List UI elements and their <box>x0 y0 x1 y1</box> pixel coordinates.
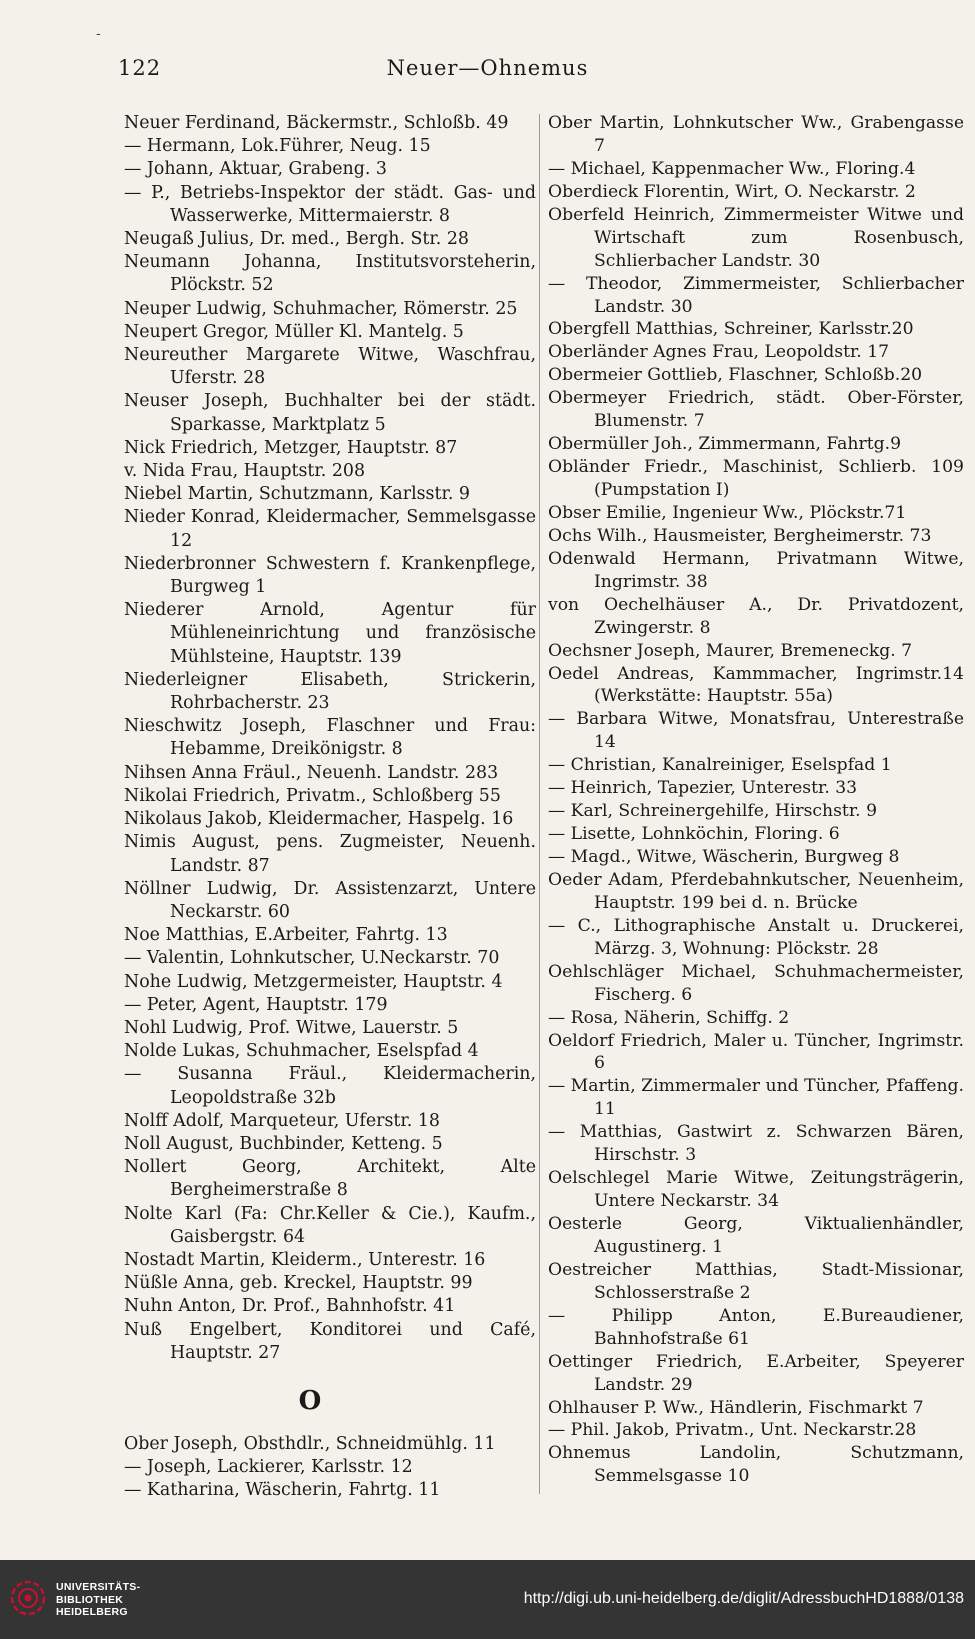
directory-entry: Neugaß Julius, Dr. med., Bergh. Str. 28 <box>124 229 469 250</box>
directory-entry: — Peter, Agent, Hauptstr. 179 <box>124 994 388 1015</box>
directory-entry: Niebel Martin, Schutzmann, Karlsstr. 9 <box>124 484 470 505</box>
directory-entry: — P., Betriebs-Inspektor der städt. Gas- und Wasserwerke, Mittermaierstr. 8 <box>124 182 536 226</box>
directory-entry: Ober Joseph, Obsthdlr., Schneidmühlg. 11 <box>124 1433 496 1454</box>
directory-entry: Nieder Konrad, Kleidermacher, Semmelsgasse 12 <box>124 507 536 551</box>
directory-entry: Nüßle Anna, geb. Kreckel, Hauptstr. 99 <box>124 1273 473 1294</box>
directory-entry: Oedel Andreas, Kammmacher, Ingrimstr.14 (Werkstätte: Hauptstr. 55a) <box>548 663 964 707</box>
directory-entry: — C., Lithographische Anstalt u. Druckerei, Märzg. 3, Wohnung: Plöckstr. 28 <box>548 915 964 959</box>
page-number: 122 <box>118 56 162 80</box>
directory-entry: Noe Matthias, E.Arbeiter, Fahrtg. 13 <box>124 925 448 946</box>
directory-entry: Ober Martin, Lohnkutscher Ww., Grabengasse 7 <box>548 113 964 156</box>
directory-entry: Nikolaus Jakob, Kleidermacher, Haspelg. 16 <box>124 809 514 830</box>
directory-entry: Neureuther Margarete Witwe, Waschfrau, Uferstr. 28 <box>124 345 536 389</box>
directory-entry: — Heinrich, Tapezier, Unterestr. 33 <box>548 778 858 799</box>
directory-entry: Nollert Georg, Architekt, Alte Bergheimerstraße 8 <box>124 1157 536 1201</box>
directory-entry: Nostadt Martin, Kleiderm., Unterestr. 16 <box>124 1249 486 1270</box>
directory-entry: — Martin, Zimmermaler und Tüncher, Pfaffeng. 11 <box>548 1076 964 1120</box>
directory-entry: — Theodor, Zimmermeister, Schlierbacher Landstr. 30 <box>548 273 964 317</box>
directory-entry: Nuhn Anton, Dr. Prof., Bahnhofstr. 41 <box>124 1296 456 1317</box>
directory-entry: Neupert Gregor, Müller Kl. Mantelg. 5 <box>124 321 464 342</box>
directory-entry: Nohe Ludwig, Metzgermeister, Hauptstr. 4 <box>124 971 503 992</box>
library-name <box>56 1581 140 1619</box>
directory-entry: Oesterle Georg, Viktualienhändler, Augustinerg. 1 <box>548 1214 964 1257</box>
directory-entry: Neuper Ludwig, Schuhmacher, Römerstr. 25 <box>124 298 518 319</box>
directory-entry: Nihsen Anna Fräul., Neuenh. Landstr. 283 <box>124 762 499 783</box>
university-seal-icon <box>10 1580 46 1616</box>
directory-entry: Noll August, Buchbinder, Ketteng. 5 <box>124 1133 443 1154</box>
directory-entry: Oberländer Agnes Frau, Leopoldstr. 17 <box>548 342 890 363</box>
directory-entry: Obermeyer Friedrich, städt. Ober-Förster, Blumenstr. 7 <box>548 388 964 432</box>
directory-entry: Ochs Wilh., Hausmeister, Bergheimerstr. 73 <box>548 525 932 546</box>
directory-entry: — Matthias, Gastwirt z. Schwarzen Bären, Hirschstr. 3 <box>548 1122 964 1166</box>
directory-entry: Nimis August, pens. Zugmeister, Neuenh. Landstr. 87 <box>124 832 536 876</box>
directory-entry: — Phil. Jakob, Privatm., Unt. Neckarstr.28 <box>548 1420 917 1441</box>
directory-entry: — Susanna Fräul., Kleidermacherin, Leopoldstraße 32b <box>124 1064 536 1108</box>
directory-entry: — Johann, Aktuar, Grabeng. 3 <box>124 159 387 180</box>
corner-mark: - <box>96 26 101 42</box>
directory-entry: Neuer Ferdinand, Bäckermstr., Schloßb. 49 <box>124 113 509 133</box>
directory-entry: Niederleigner Elisabeth, Strickerin, Rohrbacherstr. 23 <box>124 669 536 714</box>
directory-entry: Nolte Karl (Fa: Chr.Keller & Cie.), Kaufm., Gaisbergstr. 64 <box>124 1203 536 1247</box>
directory-entry: Oestreicher Matthias, Stadt-Missionar, Schlosserstraße 2 <box>548 1259 964 1303</box>
directory-entry: Oechsner Joseph, Maurer, Bremeneckg. 7 <box>548 640 913 661</box>
directory-entry: Oeldorf Friedrich, Maler u. Tüncher, Ingrimstr. 6 <box>548 1030 964 1074</box>
directory-entry: Nolde Lukas, Schuhmacher, Eselspfad 4 <box>124 1041 479 1062</box>
directory-entry: Oberdieck Florentin, Wirt, O. Neckarstr. 2 <box>548 181 916 202</box>
directory-entry: — Philipp Anton, E.Bureaudiener, Bahnhofstraße 61 <box>548 1305 964 1349</box>
directory-entry: — Katharina, Wäscherin, Fahrtg. 11 <box>124 1480 441 1501</box>
directory-entry: Nikolai Friedrich, Privatm., Schloßberg 55 <box>124 785 501 806</box>
directory-entry: Nuß Engelbert, Konditorei und Café, Hauptstr. 27 <box>124 1319 536 1363</box>
directory-entry: von Oechelhäuser A., Dr. Privatdozent, Zwingerstr. 8 <box>548 594 964 638</box>
directory-entry: v. Nida Frau, Hauptstr. 208 <box>124 461 366 482</box>
directory-entry: Ohnemus Landolin, Schutzmann, Semmelsgasse 10 <box>548 1443 964 1487</box>
directory-entry: — Magd., Witwe, Wäscherin, Burgweg 8 <box>548 847 900 867</box>
directory-entry: Nick Friedrich, Metzger, Hauptstr. 87 <box>124 437 458 458</box>
directory-entry: — Lisette, Lohnköchin, Floring. 6 <box>548 824 840 845</box>
column-divider <box>539 114 540 1494</box>
directory-entry: Oehlschläger Michael, Schuhmachermeister, Fischerg. 6 <box>548 961 964 1005</box>
directory-entry: — Michael, Kappenmacher Ww., Floring.4 <box>548 158 916 179</box>
directory-entry: — Barbara Witwe, Monatsfrau, Unterestraße 14 <box>548 709 964 753</box>
directory-entry: Nohl Ludwig, Prof. Witwe, Lauerstr. 5 <box>124 1017 459 1038</box>
directory-entry: Oettinger Friedrich, E.Arbeiter, Speyerer Landstr. 29 <box>548 1351 964 1395</box>
directory-entry: Neumann Johanna, Institutsvorsteherin, Plöckstr. 52 <box>124 252 536 296</box>
directory-entry: — Rosa, Näherin, Schiffg. 2 <box>548 1007 790 1028</box>
directory-entry: Nieschwitz Joseph, Flaschner und Frau: Hebamme, Dreikönigstr. 8 <box>124 716 536 760</box>
directory-entry: — Valentin, Lohnkutscher, U.Neckarstr. 70 <box>124 948 500 969</box>
library-name-line: HEIDELBERG <box>56 1606 128 1618</box>
library-name-line: UNIVERSITÄTS- <box>56 1581 141 1593</box>
directory-entry: Niederbronner Schwestern f. Krankenpflege, Burgweg 1 <box>124 553 536 598</box>
right-column <box>548 112 964 1488</box>
directory-entry: Odenwald Hermann, Privatmann Witwe, Ingrimstr. 38 <box>548 548 964 592</box>
directory-entry: Obermüller Joh., Zimmermann, Fahrtg.9 <box>548 434 902 455</box>
directory-entry: Nolff Adolf, Marqueteur, Uferstr. 18 <box>124 1110 440 1131</box>
library-footer <box>0 1560 975 1639</box>
section-letter-heading: O <box>298 1385 322 1416</box>
directory-entry: — Hermann, Lok.Führer, Neug. 15 <box>124 136 431 157</box>
directory-entry: Obergfell Matthias, Schreiner, Karlsstr.20 <box>548 319 914 340</box>
directory-entry: — Christian, Kanalreiniger, Eselspfad 1 <box>548 755 892 776</box>
directory-entry: — Joseph, Lackierer, Karlsstr. 12 <box>124 1457 413 1478</box>
directory-entry: Niederer Arnold, Agentur für Mühleneinrichtung und französische Mühlsteine, Hauptstr. 139 <box>124 600 536 667</box>
directory-entry: Oberfeld Heinrich, Zimmermeister Witwe und Wirtschaft zum Rosenbusch, Schlierbacher Landstr. 30 <box>548 204 964 271</box>
directory-entry: Oeder Adam, Pferdebahnkutscher, Neuenheim, Hauptstr. 199 bei d. n. Brücke <box>548 869 964 913</box>
directory-entry: Obermeier Gottlieb, Flaschner, Schloßb.20 <box>548 365 923 386</box>
source-url-link[interactable]: http://digi.ub.uni-heidelberg.de/diglit/AdressbuchHD1888/0138 <box>523 1590 964 1607</box>
directory-entry: Oelschlegel Marie Witwe, Zeitungsträgerin, Untere Neckarstr. 34 <box>548 1168 964 1212</box>
library-name-line: BIBLIOTHEK <box>56 1593 124 1606</box>
directory-entry: Obländer Friedr., Maschinist, Schlierb. 109 (Pumpstation I) <box>548 457 964 500</box>
directory-entry: Nöllner Ludwig, Dr. Assistenzarzt, Untere Neckarstr. 60 <box>124 878 536 922</box>
directory-entry: — Karl, Schreinergehilfe, Hirschstr. 9 <box>548 801 878 822</box>
directory-entry: Neuser Joseph, Buchhalter bei der städt. Sparkasse, Marktplatz 5 <box>124 391 536 435</box>
directory-entry: Obser Emilie, Ingenieur Ww., Plöckstr.71 <box>548 502 907 523</box>
left-column <box>124 112 536 1503</box>
directory-entry: Ohlhauser P. Ww., Händlerin, Fischmarkt 7 <box>548 1397 924 1418</box>
running-head: Neuer—Ohnemus <box>386 56 589 80</box>
